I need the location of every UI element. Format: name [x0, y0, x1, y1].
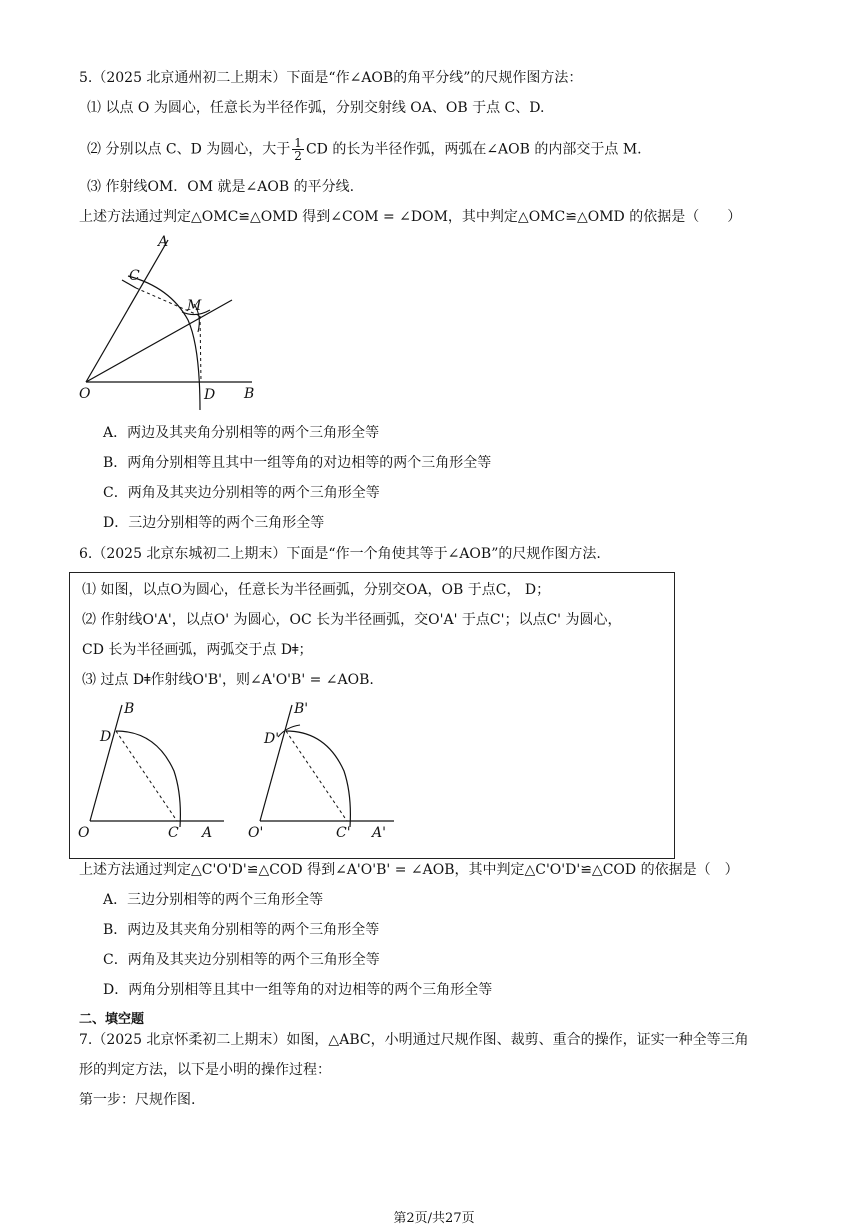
q5-option-a: A．两边及其夹角分别相等的两个三角形全等	[103, 425, 380, 441]
q5-question: 上述方法通过判定△OMC≌△OMD 得到∠COM = ∠DOM，其中判定△OMC≌△OMD 的依据是（ ）	[79, 209, 742, 225]
q6-stem: 6.（2025 北京东城初二上期末）下面是“作一个角使其等于∠AOB”的尺规作图方法.	[79, 546, 601, 562]
label-o: O	[79, 386, 91, 402]
fraction-denominator: 2	[294, 149, 302, 163]
arc-cd	[128, 276, 200, 410]
ray-om	[86, 300, 232, 382]
q6-box-step3: ⑶ 过点 Dǂ作射线O'B'，则∠A'O'B' = ∠AOB.	[82, 672, 374, 688]
dashed-d-prime-c-prime	[286, 731, 347, 821]
label-a-prime: A'	[372, 825, 386, 841]
label-a: A	[158, 234, 169, 250]
q5-stem: 5.（2025 北京通州初二上期末）下面是“作∠AOB的角平分线”的尺规作图方法：	[79, 70, 583, 86]
ray-oa	[86, 240, 168, 382]
q5-step2	[87, 137, 642, 162]
q7-line1: 7.（2025 北京怀柔初二上期末）如图，△ABC，小明通过尺规作图、裁剪、重合的操作，证实一种全等三角	[79, 1032, 749, 1048]
q6-box-step1: ⑴ 如图，以点O为圆心，任意长为半径画弧，分别交OA，OB 于点C， D；	[82, 582, 551, 598]
q6-box-step2a: ⑵ 作射线O'A'，以点O' 为圆心，OC 长为半径画弧，交O'A' 于点C'；以点C' 为圆心，	[82, 612, 622, 628]
q5-angle-bisector-figure	[70, 232, 270, 414]
q7-line2: 形的判定方法，以下是小明的操作过程：	[79, 1062, 331, 1078]
q5-option-b: B．两角分别相等且其中一组等角的对边相等的两个三角形全等	[103, 455, 492, 471]
q5-step2-pre: ⑵ 分别以点 C、D 为圆心，大于	[87, 141, 291, 158]
label-b-prime: B'	[294, 701, 309, 717]
q5-option-c: C．两角及其夹边分别相等的两个三角形全等	[103, 485, 380, 501]
half-fraction	[292, 137, 304, 162]
label-b: B	[244, 386, 255, 402]
label-b: B	[124, 701, 135, 717]
q6-option-d: D．两角分别相等且其中一组等角的对边相等的两个三角形全等	[103, 982, 493, 998]
label-d: D	[204, 387, 216, 403]
label-c: C	[168, 825, 179, 841]
dashed-dm	[200, 316, 201, 382]
q6-figure-copy	[246, 699, 406, 847]
q6-figure-original	[76, 699, 236, 847]
label-c: C	[129, 268, 140, 284]
label-m: M	[187, 298, 202, 314]
q7-line3: 第一步：尺规作图.	[79, 1092, 196, 1108]
q5-step1: ⑴ 以点 O 为圆心，任意长为半径作弧，分别交射线 OA、OB 于点 C、D.	[87, 100, 545, 116]
q5-step2-post: CD 的长为半径作弧，两弧在∠AOB 的内部交于点 M.	[305, 141, 642, 158]
label-o: O	[78, 825, 90, 841]
q6-construction-box	[69, 572, 675, 859]
q6-option-c: C．两角及其夹边分别相等的两个三角形全等	[103, 952, 380, 968]
label-d-prime: D'	[264, 731, 280, 747]
section-title: 二、填空题	[79, 1012, 145, 1027]
label-c-prime: C'	[336, 825, 351, 841]
fraction-numerator: 1	[294, 136, 302, 150]
q6-option-a: A．三边分别相等的两个三角形全等	[103, 892, 324, 908]
q6-option-b: B．两边及其夹角分别相等的两个三角形全等	[103, 922, 380, 938]
ray-o-prime-b-prime	[260, 705, 292, 821]
q5-step3: ⑶ 作射线OM．OM 就是∠AOB 的平分线.	[87, 179, 355, 195]
dashed-dc	[116, 731, 177, 821]
label-d: D	[100, 729, 112, 745]
label-o-prime: O'	[248, 825, 264, 841]
label-a: A	[202, 825, 213, 841]
q5-option-d: D．三边分别相等的两个三角形全等	[103, 515, 325, 531]
q6-question: 上述方法通过判定△C'O'D'≌△COD 得到∠A'O'B' = ∠AOB，其中判定△C'O'D'≌△COD 的依据是（ ）	[79, 862, 739, 878]
ray-ob	[90, 705, 122, 821]
page-footer: 第2页/共27页	[393, 1211, 475, 1226]
q6-box-step2b: CD 长为半径画弧，两弧交于点 Dǂ；	[82, 642, 313, 658]
